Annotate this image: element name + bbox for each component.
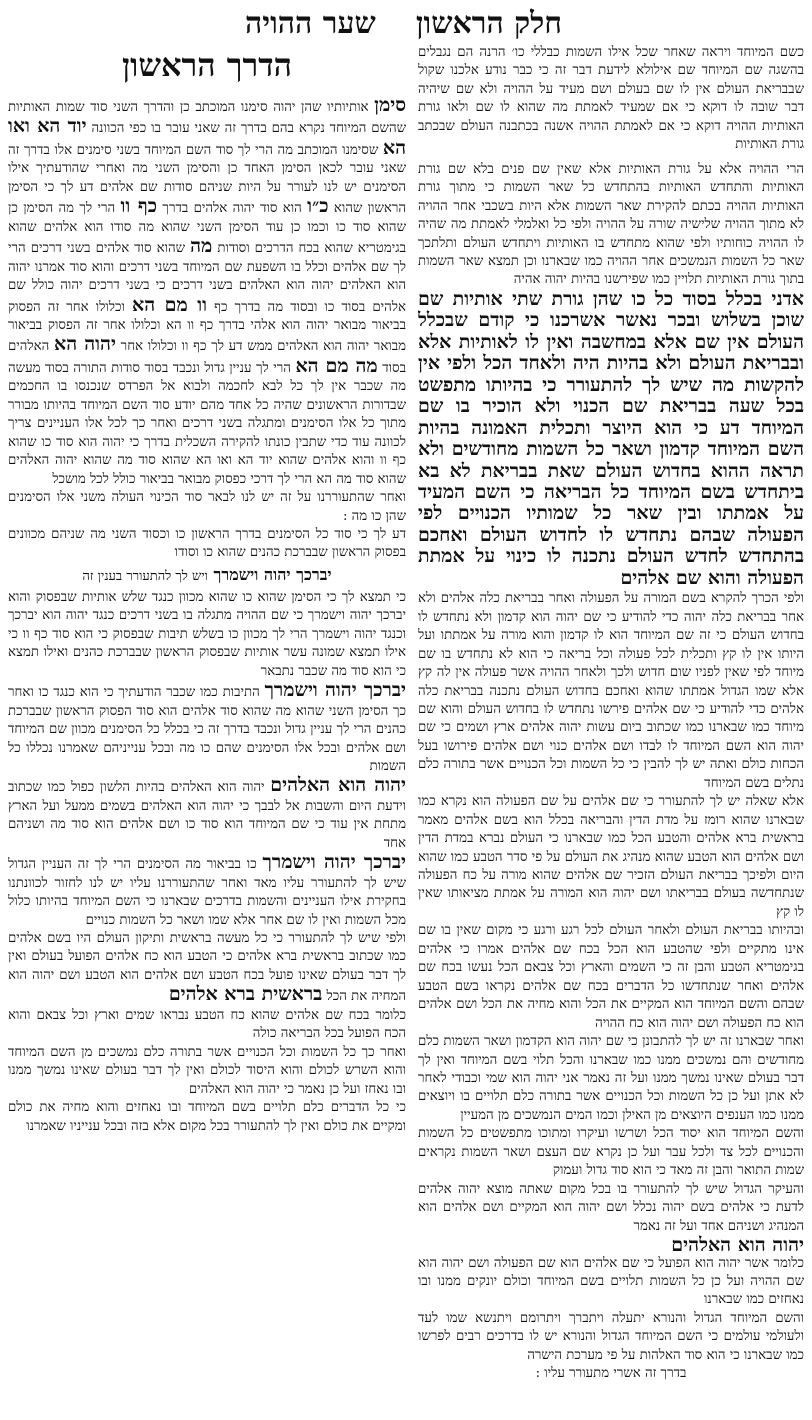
section-title: הדרך הראשון (121, 46, 293, 84)
text: הוא סוד יהוה אלהים בדרך (162, 201, 302, 217)
paragraph: והעיקר הגדול שיש לך להתעורר בו בכל מקום שאתה מוצא יהוה אלהים לדעת כי אלהים בשם יהוה נכלל ושם יהוה הוא המקיים ושם אלהים הוא המנהיג ושניהם אחד ועל זה נאמר (418, 1181, 804, 1234)
running-head-part: חלק הראשון (415, 6, 562, 41)
text: הרי לך מה הסימן כן שהוא סוד כו וכמו כן עוד הסימן השני שהוא מה סודו הוא אלהים שהוא בגימטריא שהוא בכח הדרכים וסודות (8, 201, 406, 257)
paragraph: הרי ההויה אלא על גורת האותיות אלא שאין שם פנים בלא שם גורת האותיות והתחדש האותיות בהתחדש כל שאר השמות כי מתוך גורת האותיות ההויה בכתם להקירת שאר השמות אלא היות בשכבי אחר ההויה לא מתוך ההויה שלישיה שורה על ההויה ולפי כל ואלמלי לאמתת מה שהיה לו ההויה כוחותיו ולפי שהוא מתחדש בו האותיות ויתחדש העולם ותלתכך שאר כל השמות הנמשכים אחר ההויה כמו שבארנו וכן תמצא שאר השמות בתוך גורת האותיות תלויין כמו שפירשנו בהיות יהוה אהיה (418, 161, 804, 288)
paragraph: ולפי הכרך להקרא בשם המורה על הפעולה ואחר בבריאת כלה אלהים ולא אחר בבריאת כלה יהוה כדי להודיע כי שם יהוה הוא קדמון ולא נתחדש לו בחדוש העולם כי זה שם המיוחד הוא לו קדמון והוא מורה על אמתתו ועל היותו אין לו קץ ותכלית לכל פעולה וכל בריאה כי הוא לא נתחדש בו שם מיוחד לפי שאין לפניו שום חדוש ולכך ולאחר ההויה אשר פעולה אין לה קץ אלא שמו הגדול אמתתו שהוא ואחכם בחדוש העולם נתכנה בבריאת כלה אלהים כדי להודיע כי שם אלהים פירשו נתחדש לו בחדוש העולם והוא שם מיוחד כמו שבארנו כמו שכתוב ביום עשות יהוה אלהים ארץ ושמים כי שם יהוה הוא השם המיוחד לו לבדו ושם אלהים כנוי ושם אלהים פירושו בעל הכחות כולם ואתה יש לך להבין כי כל השמות וכל הכנויים אשר בתורה כלם נתלים בשם המיוחד (418, 591, 804, 791)
left-column (8, 44, 406, 1419)
text: האלהים בסוד (8, 339, 406, 376)
verse (8, 563, 406, 589)
emphasized-word: כ״ו (307, 195, 329, 218)
text: יהוה הוא האלהים בהיות הלשון כפול כמו שכתוב וידעת היום והשבות אל לבבך כי יהוה הוא האלהים בשמים ממעל ועל הארץ מתחת אין עוד כי שם המיוחד הוא סוד כו ושם אלהים הוא סוד מה ושניהם אחד (8, 780, 406, 851)
emphasized-word: יוד הא ואו הא (8, 115, 406, 159)
text: אותיותיו שהן יהוה סימנו המוכתב כן והדרך השני סוד שמות האותיות שהשם המיוחד נקרא בהם בדרך זה שאני עובר בו כפי הכוונה (8, 100, 406, 137)
paragraph: והשם המיוחד הוא יסוד הכל ושרשו ועיקרו ומתוכו מתפשטים כל השמות והכנויים לכל צד ולכל עבר ועל כן נקרא שם העצם ושאר השמות נקראים שמות התואר והבן זה מאד כי הוא סוד גדול ועמוק (418, 1126, 804, 1179)
text: הרי לך עניין גדול ונכבד בסוד סודות התורה בסוד מעשה מה שכבר אין לך כל לבא לחכמה ולבוא אל הפרדס שנכנסו בו החכמים שבדורות הראשונים שהיה כל אחד מהם יודע סוד השם המיוחד בהיותו מבורר מתוך כל אלו הסימנים ומתגלה בשני דרכים ואחר כך לכל אלו העניינים צריך לכוונה עוד כדי שתבין כונתו להקירה השכלית בדרך כי יהוה הוא סוד כו שהוא כף וו והוא אלהים שהוא יוד הא ואו הא שהוא סוד מה שהוא יהוה האלהים שהוא סוד מה הא הרי לך דרכי כפסוק מבואר בביאור כולל לכל מושכל (8, 360, 406, 487)
emphasized-word: יהוה הא (54, 333, 116, 356)
paragraph (418, 287, 804, 590)
text: התיבות כמו שכבר הודעתיך כי הוא כנגד כו ואחר כך הסימן השני שהוא מה שהוא סוד אלהים הוא סוד הפסוק הראשון שבברכת כהנים הרי לך עניין גדול ונכבד בדרך זה כי בכלל כל הסימנים מכוון שם המיוחד ושם אלהים ובכל אלו הסימנים שהם כו מה ובכל ענייניהם שאמרנו נכללו כל השמות (8, 685, 406, 774)
paragraph: כלומר בכח שם אלהים שהוא כח הטבע נבראו שמים וארץ וכל צבאם והוא הכח הפועל בכל הבריאה כולה (8, 1007, 406, 1042)
paragraph: ואחר שבארנו זה יש לך להתבונן כי שם יהוה הוא הקדמון ושאר השמות כלם מחודשים והם נמשכים ממנו כמו שבארנו והכל תלוי בשם המיוחד ואין לך דבר בעולם שאינו נמשך ממנו ועל זה נאמר אני יהוה הוא שמי וכבודי לאחר לא אתן ועל כן כל השמות וכל הכנויים אשר בתורה כלם תלויים בו ויוצאים ממנו כמו הענפים היוצאים מן האילן וכמו המים הנמשכים מן המעיין (418, 1034, 804, 1123)
emphasized-word: כף וו (120, 195, 158, 218)
paragraph: ובהיותו בבריאת העולם ולאחר העולם לכל רגע ורגע כי מקום שאין בו שם אינו מתקיים ולפי שהטבע הוא הכל בכח שם אלהים אמרו כי אלהים בגימטריא הטבע והבן זה כי השמים והארץ וכל צבאם הכל נעשו בכח שם אלהים ואחר שנתחדשו כל הדברים בכח שם אלהים נקראו בשם הטבע שבהם והשם המיוחד הוא המקיים את הכל והוא מחיה את הכל ושם אלהים הוא כח הפעולה ושם יהוה הוא כח ההויה (418, 923, 804, 1031)
text: שהוא סוד אלהים בשני דרכים הרי לך שם אלהים וכלל בו השפעת שם המיוחד בשני דרכים והוא סוד אמרנו יהוה הוא האלהים יהוה הוא האלהים בשני דרכים כי בשני דרכים יהוה כולל שם אלהים בסוד כו ובסוד מה בדרך כף (8, 241, 406, 315)
paragraph (8, 96, 406, 489)
verse-text: יברכך יהוה וישמרך (213, 564, 332, 584)
paragraph: כלומר אשר יהוה הוא הפועל כי שם אלהים הוא שם הפעולה ושם יהוה הוא שם ההויה ועל כן כל השמות תלויים בשם המיוחד וכולם יונקים ממנו ובו נאחזים כמו שבארנו (418, 1255, 804, 1308)
running-head-gate: שער ההויה (245, 6, 376, 41)
paragraph: והשם המיוחד הגדול והנורא יתעלה ויתברך ויתרומם ויתנשא שמו לעד ולעולמי עולמים כי השם המיוחד הגדול והנורא יש לו בדרכים רבים לפרשו כמו שבארנו כי הוא סוד האלהות על פי מערכת הישרה (418, 1310, 804, 1363)
text: שסימנו המוכתב מה הרי לך סוד השם המיוחד בשני סימנים אלו בדרך זה שאני עובר לכאן הסימן האחד כן והסימן השני מה ואחרי שהודעתיך אילו הסימנים יש לנו לעורר על היות שניהם סודות שם אלהים דע לך כי הסימן הראשון שהוא (8, 142, 406, 217)
text: כו בביאור מה הסימנים הרי לך זה העניין הגדול שיש לך להתעורר עליו מאד ואחר שהתעוררנו עליו יש לנו לחזור לכוונתנו בחקירת אילו העניינים והשמות בדרכים שבארנו כי השם המיוחד בהיותו כלול מכל השמות ואין לו שם אחר אלא שמו ושאר כל השמות כנויים (8, 857, 406, 928)
paragraph: ואחר כך כל השמות וכל הכנויים אשר בתורה כלם נמשכים מן השם המיוחד והוא השרש לכולם והוא היסוד לכולם ואין לך דבר בעולם שאינו נמשך ממנו ובו נאחז ועל כן נאמר כי יהוה הוא האלהים (8, 1044, 406, 1097)
paragraph: כשם המיוחד ויראה שאחר שכל אילו השמות כבללי כו׳ הרנה הם נגבלים בהשגה שם המיוחד שם אילולא לידעת דבר זה כי כבר נודע אלכנו שקול שבבריאת העולם אין לו שם בעולם ושם מעיד על ההויה ולא שם שיהיה דבר שובה לו דוקא כי אם שמעיד לאמתת מה שהוא לו שם ולאו גורת האותיות ההויה דוקא כי אם לאמתת ההויה אשנה בכתבנה העולם שבכתב גורת האותיות (418, 45, 804, 153)
lead-word: סימן (374, 94, 406, 116)
running-head (0, 6, 812, 46)
paragraph (8, 930, 406, 1007)
paragraph: כי תמצא לך כי הסימן שהוא כו שהוא מכוון כנגד שלש אותיות שבפסוק והוא יברכך יהוה וישמרך כי שם ההויה מתגלה בו בשני דרכים כנגד יהוה הוא יברכך וכנגד יהוה וישמרך הרי לך מכוון כו בשלש תיבות שבפסוק כי הוא סוד כף וו כי אילו תמצא שמונה עשר אותיות שבפסוק הראשון שבברכת כהנים ואילו תמצא כי הוא סוד מה שכבר נתבאר (8, 589, 406, 679)
text: וכלולו אחר זה הפסוק בביאור מבואר יהוה הוא אלהי בדרך כף וו הא וכלולו אחר זה הפסוק בביאור מבואר יהוה הוא האלהים ממש דע לך כף וו וכלולו אחר (8, 299, 406, 355)
closing-line: בדרך זה אשרי מתעורר עליו : (535, 1366, 687, 1382)
emphasized-word: יברכך יהוה וישמרך (264, 679, 406, 702)
text: ולפי שיש לך להתעורר כי כל מעשה בראשית ותיקון העולם היו בשם אלהים כמו שכתוב בראשית ברא אלהים כי הטבע הוא כח אלהים הפועל בעולם ואין לך דבר בעולם שאינו פועל בכח הטבע ושם אלהים הוא הטבע ושם יהוה הוא המחיה את הכל (8, 931, 406, 1005)
paragraph: ואחר שהתעוררנו על זה יש לנו לבאר סוד הכינוי העולה משני אלו הסימנים שהן כו מה : (8, 490, 406, 524)
paragraph (8, 853, 406, 930)
emphasized-word: יהוה הוא האלהים (270, 774, 406, 797)
emphasized-word: בראשית ברא אלהים (168, 983, 323, 1006)
paragraph: יהוה הוא האלהים (671, 1234, 804, 1257)
emphasized-word: מה (190, 235, 213, 258)
paragraph (8, 681, 406, 776)
emphasized-word: אדני בכלל בסוד כל כו שהן גורת שתי אותיות שם שוכן בשלוש ובכר נאשר אשרכנו כי קודם שבכלל העולם אין שם אלא במחשבה ואין לו לאותיות אלא ובבריאת העולם ולא בהיות היה ולאחד הכל ולפי אין להקשות מה שיש לך להתעורר כי בהיותו מתפשט בכל שעה בבריאת שם הכנוי ולא הוכיר בו שם המיוחד דע כי הוא היוצר ותכלית האמונה בהיות השם המיוחד קדמון ושאר כל השמות מחודשים ולא תראה ההוא בחדוש העולם שאת בבריאת לא בא ביתחדש בשם המיוחד כל הבריאה כי השם המעיד על אמתתו ובין שאר כל שמותיו הכנויים לפי הפעולה שבהם נתחדש לו לחדוש העולם ואחכם בהתחדש לחדש העולם נתכנה לו כינוי על אמתת הפעולה והוא שם אלהים (418, 287, 804, 589)
paragraph: אלא שאלה יש לך להתעורר כי שם אלהים על שם הפעולה הוא נקרא כמו שבארנו שהוא רומז על מדת הדין והבריאה בכלל הוא בשם אלהים מאמר בראשית ברא אלהים והטבע הכל כמו שבארנו כי העולם נברא במדת הדין ושם אלהים הוא הטבע שהוא מנהיג את העולם על פי סדר הטבע כמו שהוא היום ולפיכך בבריאת העולם הזכיר שם אלהים שהוא מורה על כח הפעולה שנתחדשה בעולם בבריאתו ושם יהוה הוא המורה על אמתת מציאותו שאין לו קץ (418, 794, 804, 920)
emphasized-word: וו מם הא (132, 293, 207, 316)
paragraph: כי כל הדברים כלם תלויים בשם המיוחד ובו נאחזים והוא מחיה את כולם ומקיים את כולם ואין לך להתעורר בכל מקום אלא בזה ובכל ענייניו שאמרנו (8, 1100, 406, 1134)
emphasized-word: מה מם הא (295, 354, 378, 377)
right-column (418, 44, 804, 1384)
emphasized-word: יברכך יהוה וישמרך (262, 851, 406, 874)
paragraph: דע לך כי סוד כל הסימנים בדרך הראשון כו וכסוד השני מה שניהם מכוונים בפסוק הראשון שבברכת כהנים שהוא כו וסודו (8, 526, 406, 561)
paragraph (8, 776, 406, 853)
verse-note: ויש לך להתעורר בענין זה (82, 568, 208, 584)
